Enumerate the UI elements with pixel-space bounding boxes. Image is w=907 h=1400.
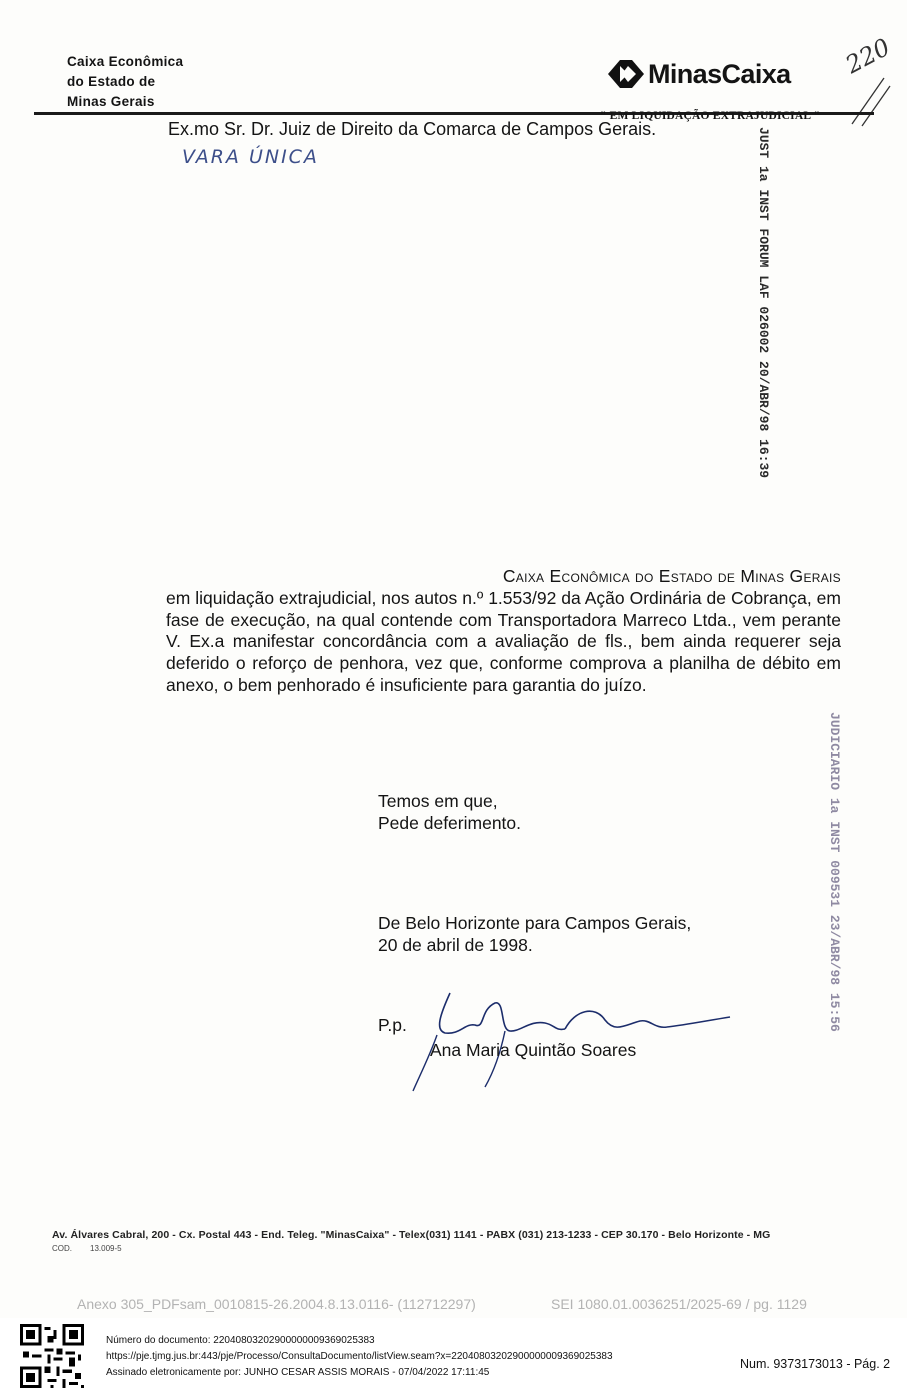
form-code — [52, 1244, 122, 1253]
closing-line-2: Pede deferimento. — [378, 813, 522, 833]
sender-name: Caixa Econômica do Estado de Minas Gerais — [502, 566, 841, 586]
logo-mark-icon — [608, 57, 644, 91]
pp-label: P.p. — [378, 1015, 407, 1035]
footer-address: Av. Álvares Cabral, 200 - Cx. Postal 443 - End. Teleg. "MinasCaixa" - Telex(031) 1141 - PABX (031) 213-1233 - CEP 30.170 - Belo Horizonte - MG — [52, 1229, 771, 1241]
second-filing-stamp: JUDICIARIO 1a INST 009531 23/ABR/98 15:56 — [827, 712, 842, 1032]
handwritten-note: VARA ÚNICA — [182, 146, 319, 168]
closing-formula — [378, 790, 521, 834]
logo-text: MinasCaixa — [648, 58, 791, 89]
electronic-document-info — [106, 1333, 613, 1381]
closing-line-1: Temos em que, — [378, 791, 498, 811]
qr-code-icon[interactable] — [20, 1324, 84, 1388]
document-url[interactable]: https://pje.tjmg.jus.br:443/pje/Processo/ConsultaDocumento/listView.seam?x=22040803202900000009369025383 — [106, 1351, 613, 1362]
signatory-name: Ana Maria Quintão Soares — [430, 1040, 637, 1060]
form-code-value: 13.009-5 — [90, 1244, 122, 1253]
date-line: 20 de abril de 1998. — [378, 935, 533, 955]
place-line: De Belo Horizonte para Campos Gerais, — [378, 913, 692, 933]
issuer-line-1: Caixa Econômica — [67, 54, 184, 69]
filing-stamp: JUST 1a INST FORUM LAF 026002 20/ABR/98 16:39 — [756, 127, 771, 479]
addressee-line: Ex.mo Sr. Dr. Juiz de Direito da Comarca de Campos Gerais. — [168, 119, 657, 139]
liquidation-status: " EM LIQUIDAÇÃO EXTRAJUDICIAL " — [600, 110, 821, 122]
form-code-label: COD. — [52, 1244, 72, 1253]
sei-reference: SEI 1080.01.0036251/2025-69 / pg. 1129 — [551, 1296, 807, 1312]
petition-text: em liquidação extrajudicial, nos autos n.º 1.553/92 da Ação Ordinária de Cobrança, em fase de execução, na qual contende com Transportadora Marreco Ltda., vem perante V. Ex.a manifestar concordância com a avaliação de fls., bem ainda requerer seja deferido o reforço de penhora, vez que, conforme comprova a planilha de débito em anexo, o bem penhorado é insuficiente para garantia do juízo. — [166, 587, 841, 695]
place-and-date — [378, 912, 691, 956]
minascaixa-logo — [608, 52, 791, 96]
issuer-line-2: do Estado de — [67, 74, 156, 89]
document-number: Número do documento: 22040803202900000009369025383 — [106, 1335, 375, 1346]
signed-by: Assinado eletronicamente por: JUNHO CESAR ASSIS MORAIS - 07/04/2022 17:11:45 — [106, 1367, 490, 1378]
issuer-name — [67, 52, 183, 112]
annex-reference: Anexo 305_PDFsam_0010815-26.2004.8.13.0116- (112712297) — [77, 1296, 476, 1312]
handwritten-page-number: 220 — [841, 32, 895, 80]
page-reference: Num. 9373173013 - Pág. 2 — [740, 1357, 891, 1371]
handwritten-strokes-icon — [842, 72, 892, 128]
issuer-line-3: Minas Gerais — [67, 94, 155, 109]
petition-body — [166, 566, 841, 697]
